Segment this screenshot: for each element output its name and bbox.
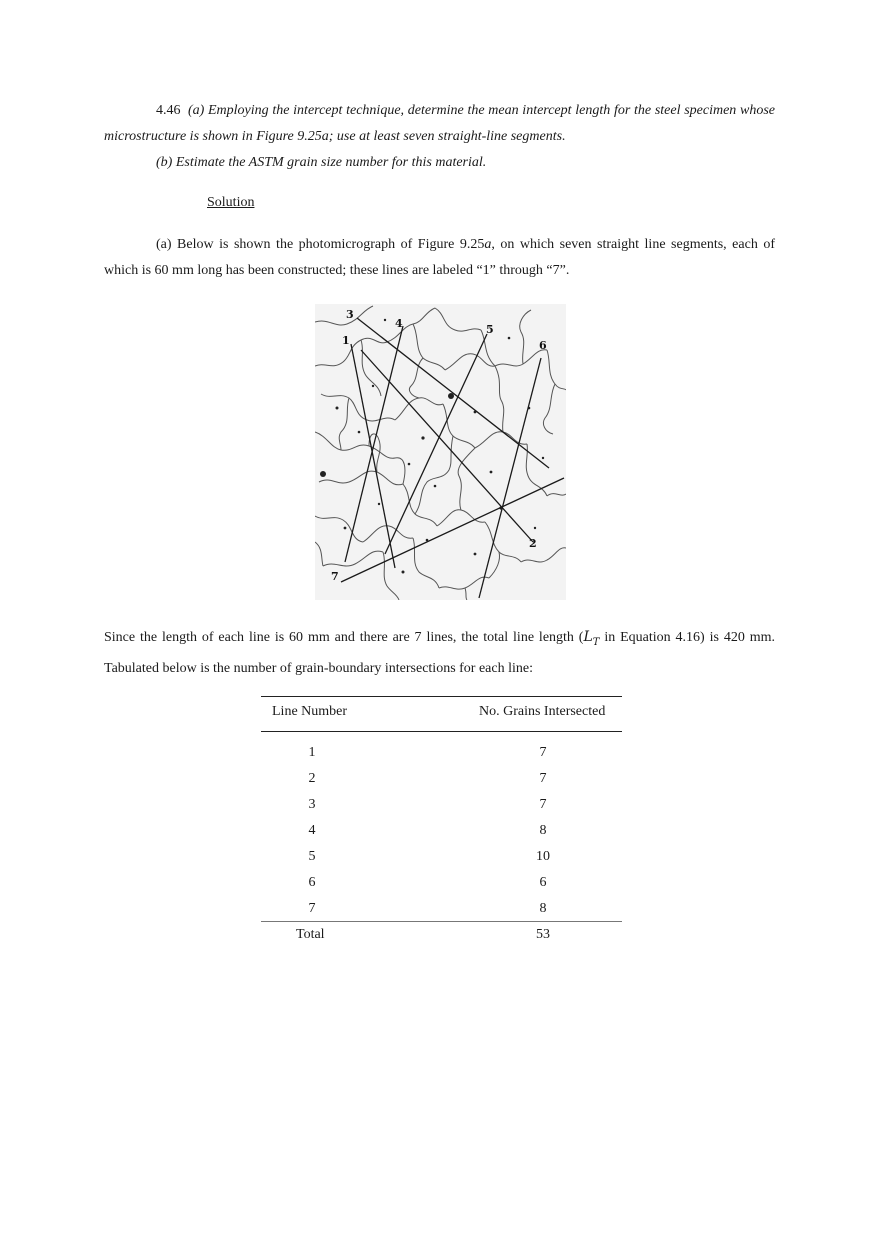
line-label-6: 6: [539, 339, 547, 352]
line-label-5: 5: [486, 323, 494, 336]
table-top-rule: [261, 696, 622, 697]
problem-number: 4.46: [156, 103, 181, 118]
intro-text-1: (a) Below is shown the photomicrograph of Figure 9.25: [156, 237, 485, 252]
row-line-number: 6: [308, 875, 316, 890]
table-total-rule: [261, 921, 622, 922]
problem-part-b: (b) Estimate the ASTM grain size number for this material.: [156, 155, 487, 170]
row-grains-intersected: 8: [539, 901, 547, 916]
row-grains-intersected: 7: [539, 771, 547, 786]
row-grains-intersected: 8: [539, 823, 547, 838]
lt-symbol: [583, 629, 600, 648]
table-header-rule: [261, 731, 622, 732]
line-label-1: 1: [342, 334, 350, 347]
intro-text-2: , on which seven straight line segments, each of which is 60 mm long has been constructed; these lines are labeled “1” through “7”.: [104, 237, 775, 278]
problem-part-a-text: (a) Employing the intercept technique, determine the mean intercept length for the steel specimen whose microstructure is shown in Figure 9.25a; use at least seven straight-line segments.: [104, 103, 776, 144]
problem-part-a: [104, 98, 775, 150]
lt-symbol-letter: L: [583, 629, 593, 645]
row-line-number: 7: [308, 901, 316, 916]
total-length-paragraph: [104, 624, 775, 682]
row-line-number: 3: [308, 797, 316, 812]
total-length-text-1: Since the length of each line is 60 mm and there are 7 lines, the total line length (: [104, 630, 584, 645]
header-grains-intersected: No. Grains Intersected: [479, 704, 606, 719]
line-label-4: 4: [395, 317, 403, 330]
row-grains-intersected: 10: [536, 849, 550, 864]
row-line-number: 2: [308, 771, 316, 786]
lt-subscript: T: [592, 636, 600, 648]
row-line-number: 4: [308, 823, 316, 838]
solution-heading: Solution: [207, 195, 255, 210]
intro-paragraph: [104, 232, 775, 284]
row-grains-intersected: 6: [539, 875, 547, 890]
intro-fig-letter: a: [484, 237, 492, 252]
total-value: 53: [536, 927, 550, 942]
row-line-number: 5: [308, 849, 316, 864]
row-grains-intersected: 7: [539, 745, 547, 760]
line-label-3: 3: [346, 308, 354, 321]
line-label-7: 7: [331, 570, 339, 583]
total-label: Total: [296, 927, 325, 942]
total-length-text-2: in Equation 4.16) is 420 mm. Tabulated below is the number of grain-boundary intersections for each line:: [104, 630, 775, 676]
photomicrograph-figure: [315, 304, 566, 600]
header-line-number: Line Number: [272, 704, 348, 719]
row-grains-intersected: 7: [539, 797, 547, 812]
row-line-number: 1: [308, 745, 316, 760]
line-label-2: 2: [529, 537, 537, 550]
